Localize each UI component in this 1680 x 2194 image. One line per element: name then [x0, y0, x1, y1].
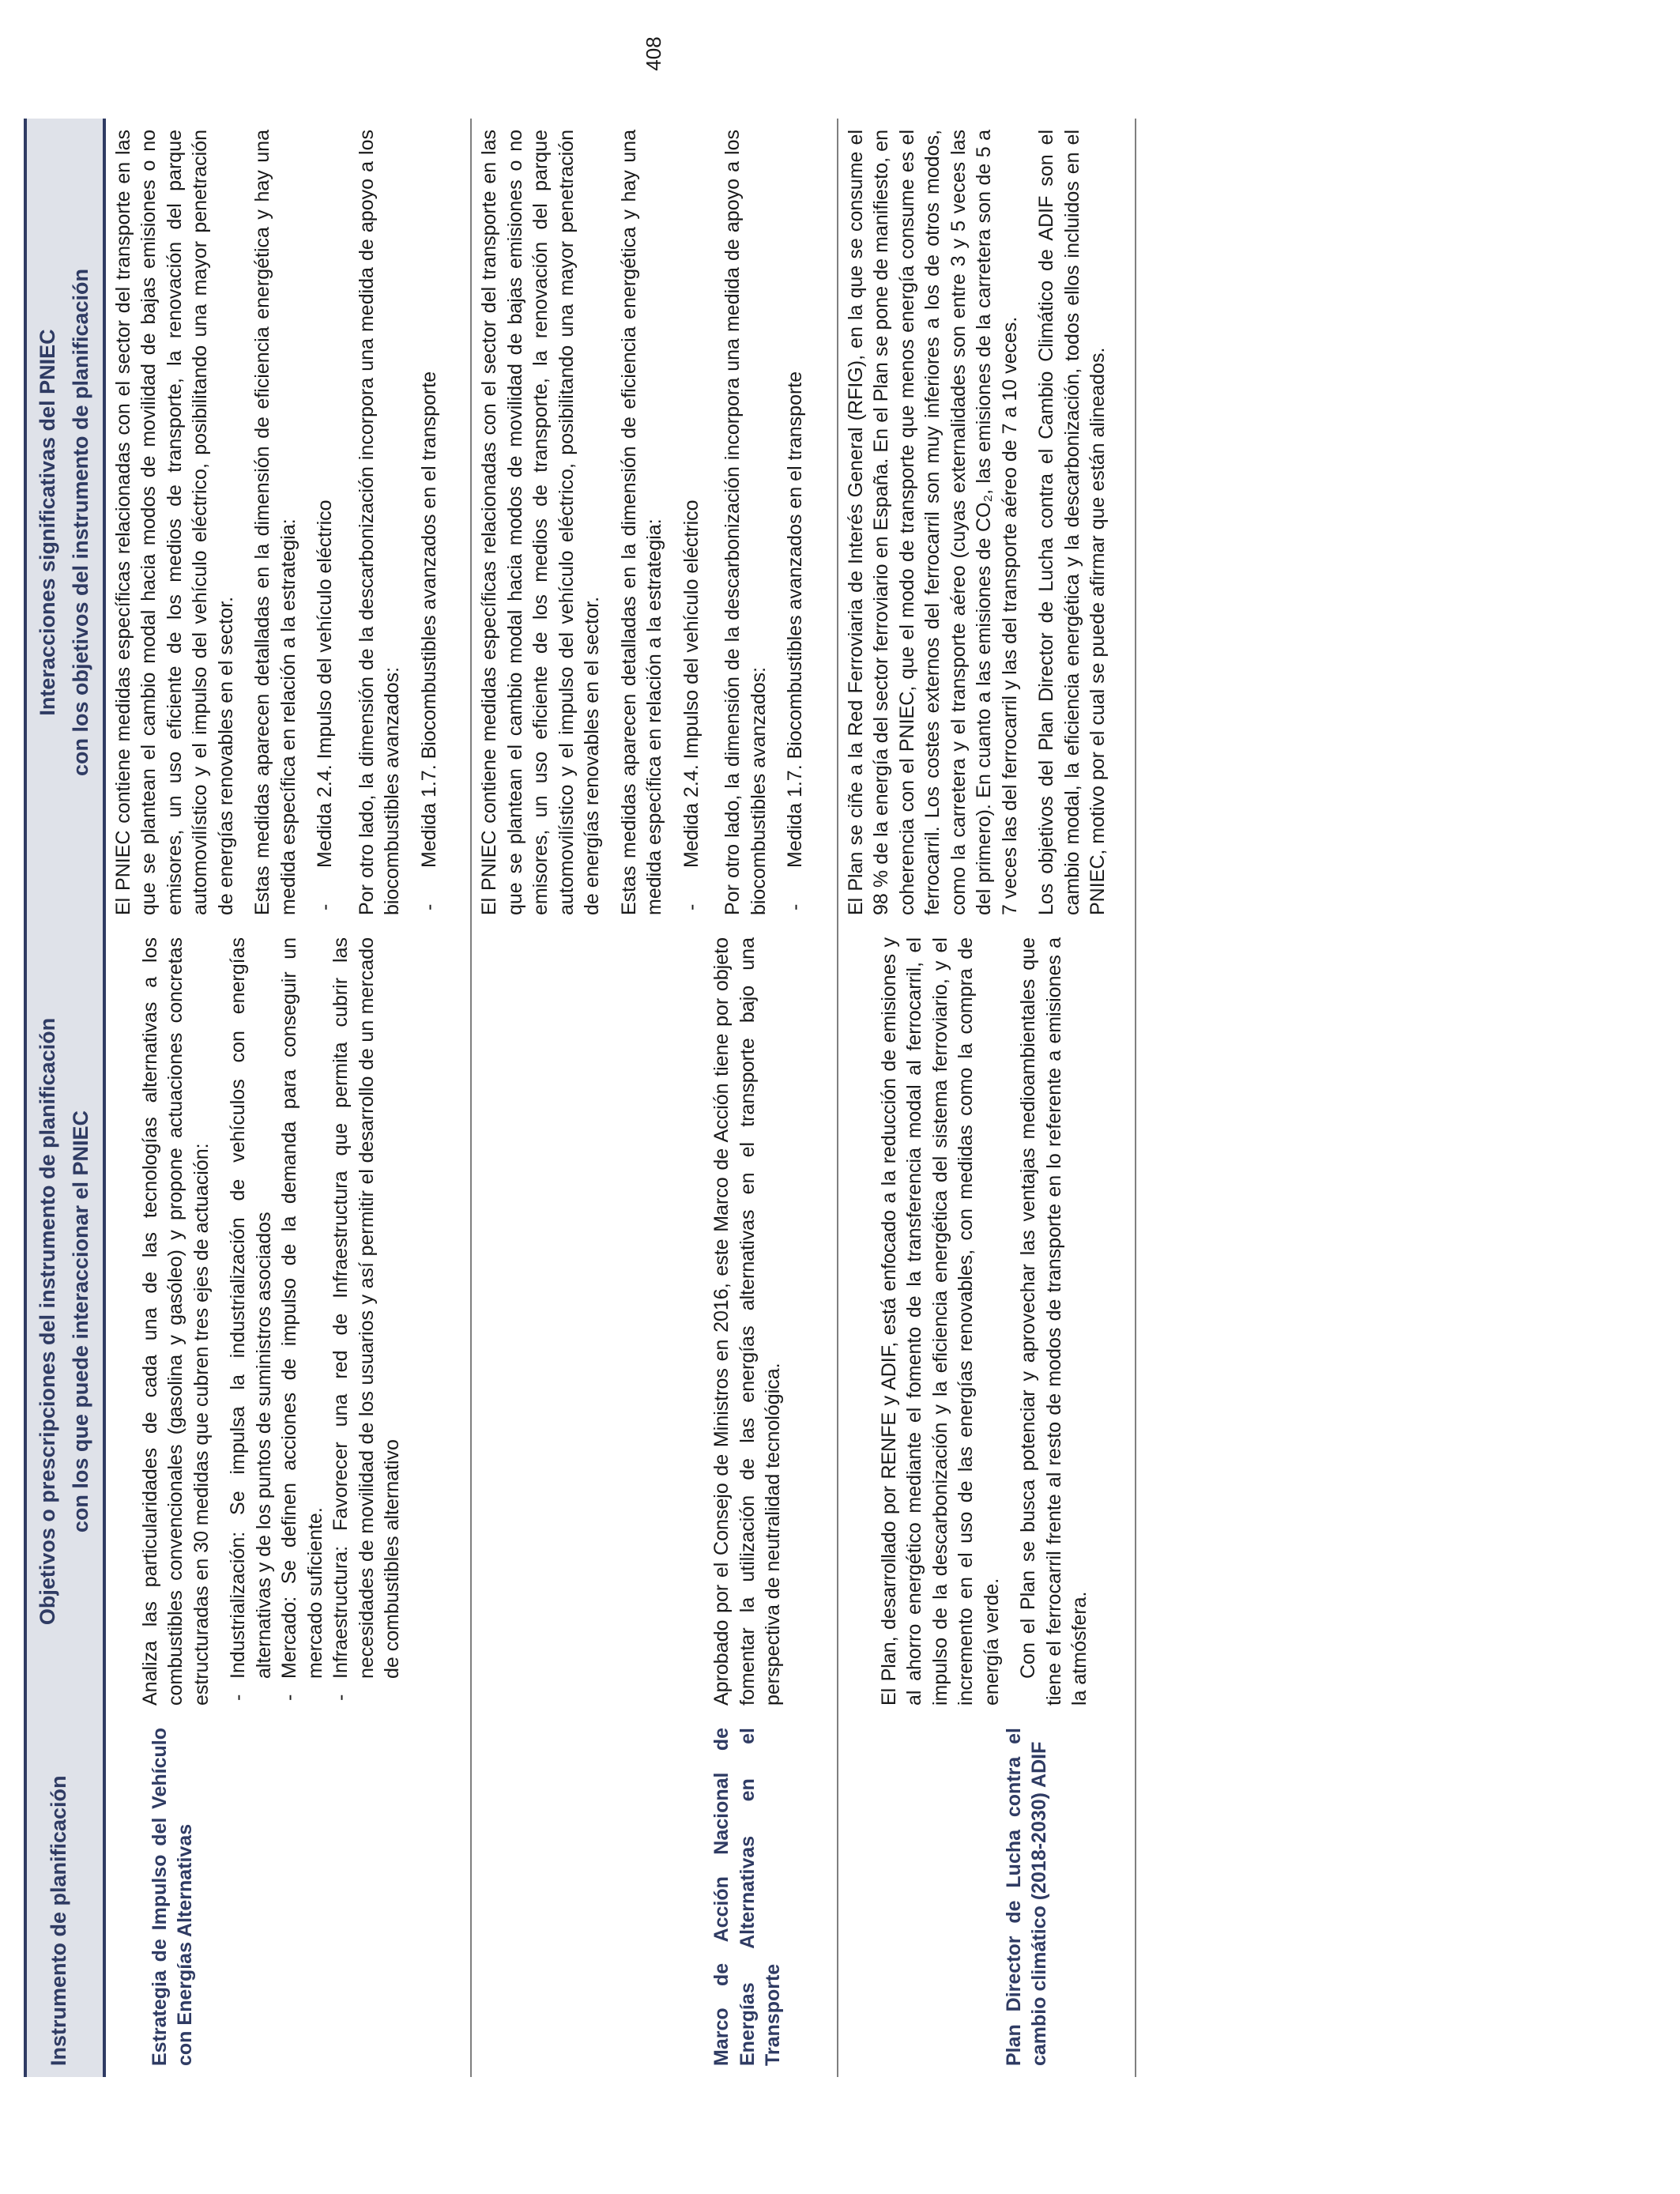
header-interactions-line2: con los objetivos del instrumento de planificación — [68, 268, 92, 777]
objectives-intro: Aprobado por el Consejo de Ministros en 2016, este Marco de Acción tiene por objeto fomentar la utilización de las energías alternativas en el transporte bajo una perspectiva de neutralidad tecnológica. — [710, 937, 785, 1706]
header-interactions-line1: Interacciones significativas del PNIEC — [36, 329, 59, 716]
instrument-cell — [838, 1717, 1136, 2077]
measure-item: - Medida 1.7. Biocombustibles avanzados en el transporte — [416, 130, 443, 915]
measure-item: - Medida 2.4. Impulso del vehículo eléctrico — [679, 130, 705, 915]
measure-item: - Medida 1.7. Biocombustibles avanzados en el transporte — [782, 130, 808, 915]
interactions-paragraph: El PNIEC contiene medidas específicas relacionadas con el sector del transporte en las que se plantean el cambio modal hacia modos de movilidad de bajas emisiones o no emisores, un uso eficiente de los medios de transporte, la renovación del parque automovilístico y el impulso del vehículo eléctrico, posibilitando una mayor penetración de energías renovables en el sector. — [478, 130, 604, 915]
objectives-cell — [838, 926, 1136, 1717]
interactions-paragraph: Por otro lado, la dimensión de la descarbonización incorpora una medida de apoyo a los biocombustibles avanzados: — [721, 130, 770, 915]
objectives-list — [225, 937, 405, 1706]
list-item: - Mercado: Se definen acciones de impulso de la demanda para conseguir un mercado suficiente. — [277, 937, 328, 1706]
planning-instruments-table — [24, 119, 1136, 2077]
instrument-name: Plan Director de Lucha contra el cambio climático (2018-2030) ADIF — [1002, 1728, 1051, 2066]
list-item: - Infraestructura: Favorecer una red de Infraestructura que permita cubrir las necesidades de movilidad de los usuarios y así permitir el desarrollo de un mercado de combustibles alternativo — [328, 937, 405, 1706]
objectives-paragraph: Con el Plan se busca potenciar y aprovechar las ventajas medioambientales que tiene el ferrocarril frente al resto de modos de transporte en lo referente a emisiones a la atmósfera. — [1017, 937, 1091, 1706]
interactions-paragraph: El PNIEC contiene medidas específicas relacionadas con el sector del transporte en las que se plantean el cambio modal hacia modos de movilidad de bajas emisiones o no emisores, un uso eficiente de los medios de transporte, la renovación del parque automovilístico y el impulso del vehículo eléctrico, posibilitando una mayor penetración de energías renovables en el sector. — [111, 130, 237, 915]
measure-list — [416, 130, 443, 915]
list-item: - Industrialización: Se impulsa la industrialización de vehículos con energías alternativas y de los puntos de suministros asociados — [225, 937, 277, 1706]
interactions-cell — [838, 119, 1136, 926]
instrument-cell — [471, 1717, 838, 2077]
interactions-paragraph: El Plan se ciñe a la Red Ferroviaria de Interés General (RFIG), en la que se consume el 98 % de la energía del sector ferroviario en España. En el Plan se pone de manifiesto, en coherencia con el PNIEC, que el modo de transporte que menos energía consume es el ferrocarril. Los costes externos del ferrocarril son muy inferiores a los de otros modos, como la carretera y el transporte aéreo (cuyas externalidades son entre 3 y 5 veces las del primero). En cuanto a las emisiones de CO₂, las emisiones de la carretera son de 5 a 7 veces las del ferrocarril y las del transporte aéreo de 7 a 10 veces. — [844, 130, 1021, 915]
measure-list — [312, 130, 338, 915]
table-row — [471, 119, 838, 2077]
header-instrument: Instrumento de planificación — [25, 1717, 104, 2077]
interactions-cell — [471, 119, 838, 926]
table-row — [104, 119, 472, 2077]
header-objectives — [25, 926, 104, 1717]
measure-list — [782, 130, 808, 915]
instrument-name: Estrategia de Impulso del Vehículo con Energías Alternativas — [148, 1728, 197, 2066]
table-header-row — [25, 119, 104, 2077]
header-objectives-line2: con los que puede interaccionar el PNIEC — [68, 1110, 92, 1533]
measure-list — [679, 130, 705, 915]
instrument-name: Marco de Acción Nacional de Energías Alternativas en el Transporte — [710, 1728, 785, 2066]
measure-item: - Medida 2.4. Impulso del vehículo eléctrico — [312, 130, 338, 915]
objectives-intro: Analiza las particularidades de cada una de las tecnologías alternativas a los combustibles convencionales (gasolina y gasóleo) y propone actuaciones concretas estructuradas en 30 medidas que cubren tres ejes de actuación: — [138, 937, 213, 1706]
interactions-paragraph: Estas medidas aparecen detalladas en la dimensión de eficiencia energética y hay una medida específica en relación a la estrategia: — [251, 130, 299, 915]
interactions-paragraph: Los objetivos del Plan Director de Lucha contra el Cambio Climático de ADIF son el cambio modal, la eficiencia energética y la descarbonización, todos ellos incluidos en el PNIEC, motivo por el cual se puede afirmar que están alineados. — [1035, 130, 1109, 915]
table-row — [838, 119, 1136, 2077]
header-objectives-line1: Objetivos o prescripciones del instrumento de planificación — [36, 1017, 59, 1626]
objectives-cell — [471, 926, 838, 1717]
instrument-cell — [104, 1717, 472, 2077]
objectives-cell — [104, 926, 472, 1717]
interactions-paragraph: Por otro lado, la dimensión de la descarbonización incorpora una medida de apoyo a los biocombustibles avanzados: — [355, 130, 404, 915]
interactions-paragraph: Estas medidas aparecen detalladas en la dimensión de eficiencia energética y hay una medida específica en relación a la estrategia: — [617, 130, 666, 915]
objectives-paragraph: El Plan, desarrollado por RENFE y ADIF, está enfocado a la reducción de emisiones y al ahorro energético mediante el fomento de la transferencia modal al ferrocarril, el impulso de la descarbonización y la eficiencia energética del sistema ferroviario, y el incremento en el uso de las energías renovables, con medidas como la compra de energía verde. — [877, 937, 1003, 1706]
header-interactions — [25, 119, 104, 926]
interactions-cell — [104, 119, 472, 926]
page-number: 408 — [642, 36, 665, 71]
